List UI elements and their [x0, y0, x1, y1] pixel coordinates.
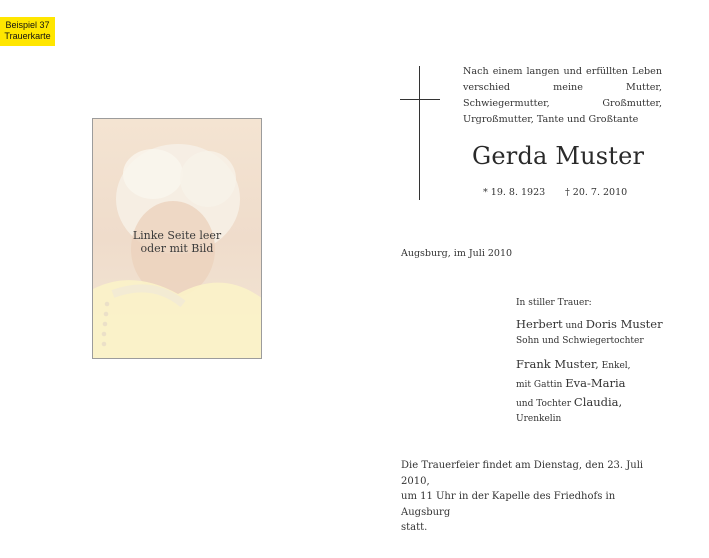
mourner-name: Herbert	[516, 317, 563, 331]
deceased-name: Gerda Muster	[472, 142, 645, 170]
caption-line-2: oder mit Bild	[140, 242, 214, 255]
mourner-name: Doris Muster	[585, 317, 663, 331]
mourner-relation: Urenkelin	[516, 414, 562, 424]
death-date: † 20. 7. 2010	[565, 187, 628, 198]
photo-placeholder	[92, 118, 262, 359]
intro-text: Nach einem langen und erfüllten Leben verschied meine Mutter, Schwiegermutter, Großmutter, Urgroßmutter, Tante und Großtante	[463, 66, 662, 125]
caption-line-1: Linke Seite leer	[132, 229, 222, 242]
mourner-relation: mit Gattin	[516, 380, 566, 390]
mourner-line-5	[516, 393, 663, 412]
photo-caption	[93, 229, 261, 255]
mourner-connector: und	[562, 321, 586, 331]
example-badge	[0, 17, 55, 46]
badge-line-1: Beispiel 37	[5, 20, 50, 30]
mourners-heading: In stiller Trauer:	[516, 298, 592, 308]
mourner-line-3	[516, 355, 663, 374]
mourner-relation: Sohn und Schwiegertochter	[516, 336, 644, 346]
mourners-block	[516, 298, 663, 426]
funeral-line-1: Die Trauerfeier findet am Dienstag, den 23. Juli 2010,	[401, 460, 644, 487]
funeral-line-3: statt.	[401, 522, 428, 533]
mourner-name: Eva-Maria	[565, 376, 626, 390]
funeral-notice	[401, 458, 666, 536]
mourner-name: Claudia,	[573, 395, 623, 409]
mourner-line-1	[516, 315, 663, 334]
mourner-relation: und Tochter	[516, 399, 574, 409]
mourner-line-4	[516, 374, 663, 393]
mourner-name: Frank Muster,	[516, 357, 599, 371]
cross-vertical	[419, 66, 420, 200]
mourner-relation: Enkel,	[598, 361, 631, 371]
badge-line-2: Trauerkarte	[4, 31, 51, 41]
place-date: Augsburg, im Juli 2010	[401, 248, 513, 259]
funeral-line-2: um 11 Uhr in der Kapelle des Friedhofs in Augsburg	[401, 491, 616, 518]
cross-horizontal	[400, 99, 440, 100]
birth-date: * 19. 8. 1923	[483, 187, 546, 198]
